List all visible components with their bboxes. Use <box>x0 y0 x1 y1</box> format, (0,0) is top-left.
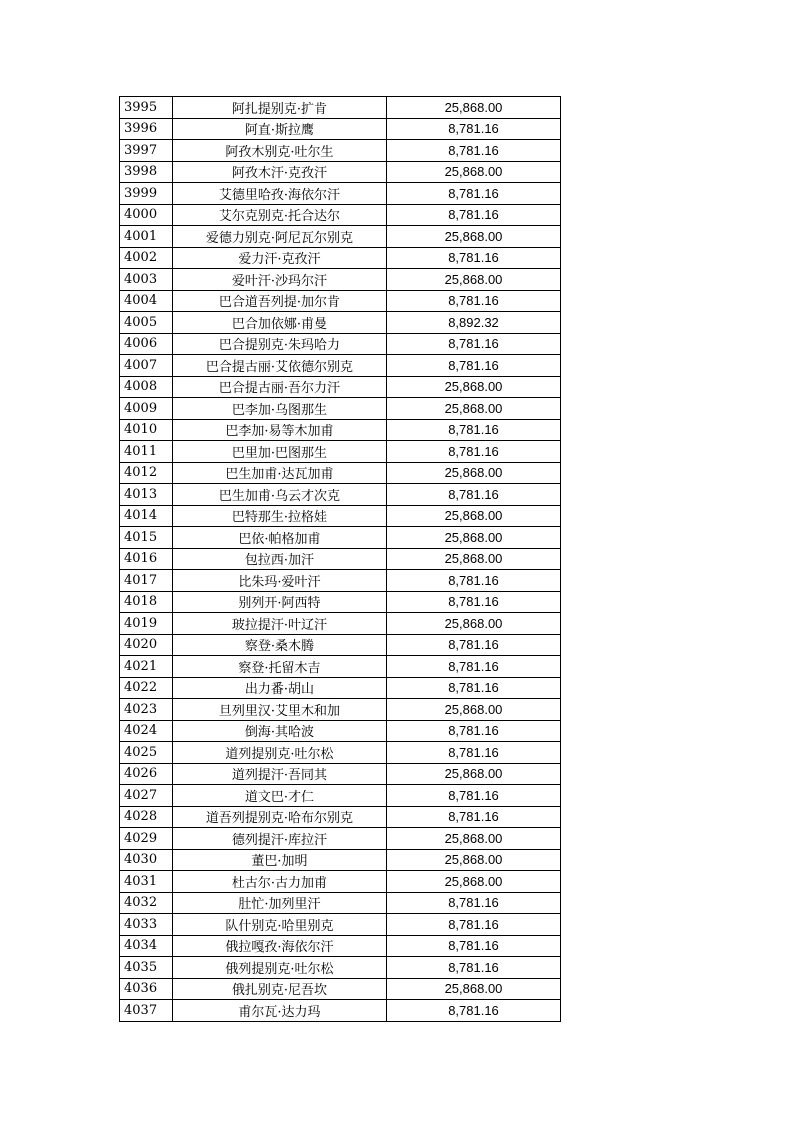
table-row <box>120 312 561 334</box>
amount-cell: 8,781.16 <box>387 1000 561 1022</box>
name-cell: 道列提别克·吐尔松 <box>173 742 387 764</box>
name-cell: 爱叶汗·沙玛尔汗 <box>173 269 387 291</box>
row-number-cell: 4012 <box>120 462 173 484</box>
name-cell: 巴合道吾列提·加尔肯 <box>173 290 387 312</box>
amount-cell: 8,781.16 <box>387 204 561 226</box>
row-number-cell: 4017 <box>120 570 173 592</box>
name-cell: 察登·桑木腾 <box>173 634 387 656</box>
amount-cell: 25,868.00 <box>387 161 561 183</box>
name-cell: 阿直·斯拉鹰 <box>173 118 387 140</box>
amount-cell: 8,781.16 <box>387 634 561 656</box>
table-row <box>120 806 561 828</box>
table-row <box>120 183 561 205</box>
row-number-cell: 4025 <box>120 742 173 764</box>
amount-cell: 8,781.16 <box>387 419 561 441</box>
row-number-cell: 4000 <box>120 204 173 226</box>
row-number-cell: 4010 <box>120 419 173 441</box>
amount-cell: 25,868.00 <box>387 398 561 420</box>
name-cell: 道吾列提别克·哈布尔别克 <box>173 806 387 828</box>
name-cell: 巴特那生·拉格娃 <box>173 505 387 527</box>
amount-cell: 25,868.00 <box>387 828 561 850</box>
amount-cell: 25,868.00 <box>387 226 561 248</box>
table-row <box>120 914 561 936</box>
amount-cell: 8,781.16 <box>387 677 561 699</box>
amount-cell: 25,868.00 <box>387 699 561 721</box>
table-row <box>120 441 561 463</box>
table-row <box>120 161 561 183</box>
table-row <box>120 742 561 764</box>
table-row <box>120 957 561 979</box>
amount-cell: 8,781.16 <box>387 118 561 140</box>
amount-cell: 8,781.16 <box>387 591 561 613</box>
amount-cell: 25,868.00 <box>387 527 561 549</box>
table-row <box>120 118 561 140</box>
row-number-cell: 4027 <box>120 785 173 807</box>
row-number-cell: 4006 <box>120 333 173 355</box>
name-cell: 肚忙·加列里汗 <box>173 892 387 914</box>
row-number-cell: 4001 <box>120 226 173 248</box>
name-cell: 俄列提别克·吐尔松 <box>173 957 387 979</box>
row-number-cell: 4005 <box>120 312 173 334</box>
row-number-cell: 4014 <box>120 505 173 527</box>
table-row <box>120 828 561 850</box>
name-cell: 巴合提古丽·吾尔力汗 <box>173 376 387 398</box>
row-number-cell: 4018 <box>120 591 173 613</box>
roster-table <box>119 96 561 1022</box>
row-number-cell: 4021 <box>120 656 173 678</box>
name-cell: 俄拉嘎孜·海依尔汗 <box>173 935 387 957</box>
amount-cell: 25,868.00 <box>387 871 561 893</box>
amount-cell: 8,781.16 <box>387 892 561 914</box>
row-number-cell: 4011 <box>120 441 173 463</box>
amount-cell: 25,868.00 <box>387 849 561 871</box>
table-row <box>120 505 561 527</box>
table-row <box>120 484 561 506</box>
row-number-cell: 4028 <box>120 806 173 828</box>
table-row <box>120 785 561 807</box>
table-row <box>120 935 561 957</box>
table-row <box>120 570 561 592</box>
amount-cell: 8,781.16 <box>387 742 561 764</box>
row-number-cell: 4020 <box>120 634 173 656</box>
row-number-cell: 4022 <box>120 677 173 699</box>
name-cell: 巴合提别克·朱玛哈力 <box>173 333 387 355</box>
row-number-cell: 4008 <box>120 376 173 398</box>
row-number-cell: 3996 <box>120 118 173 140</box>
amount-cell: 25,868.00 <box>387 505 561 527</box>
name-cell: 艾德里哈孜·海依尔汗 <box>173 183 387 205</box>
table-row <box>120 376 561 398</box>
row-number-cell: 4015 <box>120 527 173 549</box>
row-number-cell: 4019 <box>120 613 173 635</box>
row-number-cell: 4003 <box>120 269 173 291</box>
amount-cell: 8,892.32 <box>387 312 561 334</box>
table-row <box>120 548 561 570</box>
table-row <box>120 290 561 312</box>
table-row <box>120 419 561 441</box>
row-number-cell: 3999 <box>120 183 173 205</box>
name-cell: 阿孜木别克·吐尔生 <box>173 140 387 162</box>
table-row <box>120 247 561 269</box>
row-number-cell: 4032 <box>120 892 173 914</box>
amount-cell: 8,781.16 <box>387 806 561 828</box>
table-row <box>120 333 561 355</box>
table-row <box>120 591 561 613</box>
amount-cell: 8,781.16 <box>387 935 561 957</box>
amount-cell: 25,868.00 <box>387 763 561 785</box>
table-row <box>120 204 561 226</box>
name-cell: 巴李加·乌图那生 <box>173 398 387 420</box>
name-cell: 爱德力别克·阿尼瓦尔别克 <box>173 226 387 248</box>
table-row <box>120 269 561 291</box>
row-number-cell: 3995 <box>120 97 173 119</box>
table-row <box>120 763 561 785</box>
name-cell: 巴里加·巴图那生 <box>173 441 387 463</box>
row-number-cell: 4037 <box>120 1000 173 1022</box>
document-sheet <box>119 96 561 1022</box>
table-row <box>120 140 561 162</box>
row-number-cell: 4033 <box>120 914 173 936</box>
table-row <box>120 699 561 721</box>
row-number-cell: 4024 <box>120 720 173 742</box>
table-row <box>120 656 561 678</box>
row-number-cell: 4036 <box>120 978 173 1000</box>
amount-cell: 8,781.16 <box>387 290 561 312</box>
table-row <box>120 398 561 420</box>
name-cell: 旦列里汉·艾里木和加 <box>173 699 387 721</box>
name-cell: 杜古尔·古力加甫 <box>173 871 387 893</box>
table-row <box>120 634 561 656</box>
row-number-cell: 4034 <box>120 935 173 957</box>
table-row <box>120 871 561 893</box>
table-row <box>120 978 561 1000</box>
row-number-cell: 3997 <box>120 140 173 162</box>
amount-cell: 8,781.16 <box>387 957 561 979</box>
row-number-cell: 4026 <box>120 763 173 785</box>
name-cell: 甫尔瓦·达力玛 <box>173 1000 387 1022</box>
table-row <box>120 849 561 871</box>
name-cell: 别列开·阿西特 <box>173 591 387 613</box>
row-number-cell: 4002 <box>120 247 173 269</box>
name-cell: 道文巴·才仁 <box>173 785 387 807</box>
row-number-cell: 4031 <box>120 871 173 893</box>
amount-cell: 8,781.16 <box>387 183 561 205</box>
amount-cell: 25,868.00 <box>387 269 561 291</box>
row-number-cell: 4007 <box>120 355 173 377</box>
row-number-cell: 3998 <box>120 161 173 183</box>
name-cell: 巴生加甫·达瓦加甫 <box>173 462 387 484</box>
table-row <box>120 97 561 119</box>
amount-cell: 8,781.16 <box>387 785 561 807</box>
name-cell: 队什别克·哈里别克 <box>173 914 387 936</box>
name-cell: 巴合加依娜·甫曼 <box>173 312 387 334</box>
row-number-cell: 4013 <box>120 484 173 506</box>
row-number-cell: 4030 <box>120 849 173 871</box>
name-cell: 道列提汗·吾同其 <box>173 763 387 785</box>
name-cell: 玻拉提汗·叶辽汗 <box>173 613 387 635</box>
amount-cell: 8,781.16 <box>387 720 561 742</box>
table-row <box>120 892 561 914</box>
row-number-cell: 4009 <box>120 398 173 420</box>
amount-cell: 8,781.16 <box>387 333 561 355</box>
amount-cell: 8,781.16 <box>387 484 561 506</box>
name-cell: 巴合提古丽·艾依德尔别克 <box>173 355 387 377</box>
amount-cell: 8,781.16 <box>387 656 561 678</box>
name-cell: 俄扎别克·尼吾坎 <box>173 978 387 1000</box>
amount-cell: 8,781.16 <box>387 914 561 936</box>
row-number-cell: 4029 <box>120 828 173 850</box>
amount-cell: 25,868.00 <box>387 462 561 484</box>
table-row <box>120 613 561 635</box>
name-cell: 董巴·加明 <box>173 849 387 871</box>
row-number-cell: 4035 <box>120 957 173 979</box>
amount-cell: 25,868.00 <box>387 97 561 119</box>
row-number-cell: 4023 <box>120 699 173 721</box>
table-row <box>120 355 561 377</box>
table-row <box>120 226 561 248</box>
name-cell: 巴李加·易等木加甫 <box>173 419 387 441</box>
name-cell: 比朱玛·爱叶汗 <box>173 570 387 592</box>
amount-cell: 8,781.16 <box>387 247 561 269</box>
name-cell: 巴依·帕格加甫 <box>173 527 387 549</box>
row-number-cell: 4004 <box>120 290 173 312</box>
name-cell: 阿扎提别克·扩肯 <box>173 97 387 119</box>
amount-cell: 25,868.00 <box>387 548 561 570</box>
name-cell: 阿孜木汗·克孜汗 <box>173 161 387 183</box>
table-row <box>120 1000 561 1022</box>
amount-cell: 8,781.16 <box>387 441 561 463</box>
table-row <box>120 527 561 549</box>
table-row <box>120 462 561 484</box>
name-cell: 包拉西·加汗 <box>173 548 387 570</box>
row-number-cell: 4016 <box>120 548 173 570</box>
amount-cell: 25,868.00 <box>387 613 561 635</box>
amount-cell: 25,868.00 <box>387 978 561 1000</box>
roster-table-body <box>120 97 561 1022</box>
name-cell: 倒海·其哈波 <box>173 720 387 742</box>
name-cell: 出力番·胡山 <box>173 677 387 699</box>
table-row <box>120 720 561 742</box>
name-cell: 巴生加甫·乌云才次克 <box>173 484 387 506</box>
table-row <box>120 677 561 699</box>
amount-cell: 8,781.16 <box>387 355 561 377</box>
amount-cell: 8,781.16 <box>387 570 561 592</box>
name-cell: 爱力汗·克孜汗 <box>173 247 387 269</box>
amount-cell: 8,781.16 <box>387 140 561 162</box>
amount-cell: 25,868.00 <box>387 376 561 398</box>
name-cell: 艾尔克别克·托合达尔 <box>173 204 387 226</box>
name-cell: 察登·托留木吉 <box>173 656 387 678</box>
name-cell: 德列提汗·库拉汗 <box>173 828 387 850</box>
